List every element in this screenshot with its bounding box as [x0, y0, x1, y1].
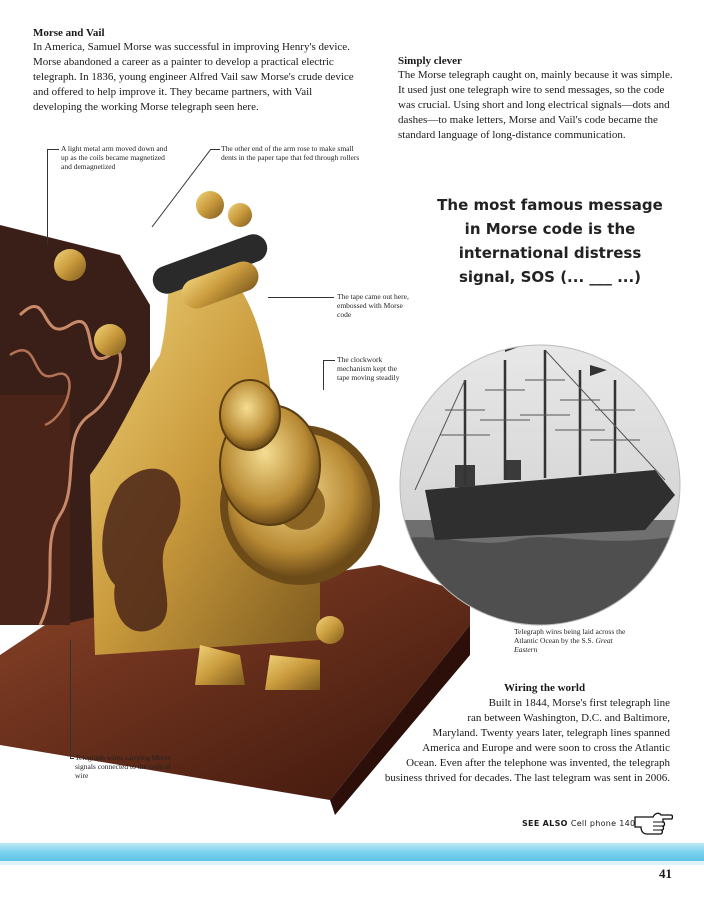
caption-great-eastern-text: Telegraph wires being laid across the Atlantic Ocean by the S.S. [514, 627, 626, 645]
wiring-line-1: Built in 1844, Morse's first telegraph line [488, 697, 670, 709]
wiring-line-6: business thrived for decades. The last telegram was sent in 2006. [384, 772, 670, 784]
ship-name: Great Eastern [514, 636, 613, 654]
simply-clever-heading: Simply clever [398, 55, 462, 67]
see-also-ref: Cell phone 140 [570, 819, 636, 828]
great-eastern-engraving [395, 340, 685, 630]
morse-vail-body: In America, Samuel Morse was successful in improving Henry's device. Morse abandoned a career as a painter to develop a practical electric telegraph. In 1836, young engineer Alfred Vail saw Morse's crude device and offered to help improve it. They became partners, with Vail developing the working Morse telegraph seen here. [33, 41, 354, 113]
wiring-body [360, 696, 670, 786]
see-also-link[interactable] [522, 819, 635, 828]
see-also-label: SEE ALSO [522, 819, 568, 828]
pull-quote-line-2: in Morse code is the [464, 220, 636, 238]
caption-arm-rose: The other end of the arm rose to make small dents in the paper tape that fed through rollers [221, 144, 360, 162]
footer-band-light [0, 861, 704, 865]
wiring-line-4: America and Europe and were soon to cross the Atlantic [422, 742, 670, 754]
caption-wires: Telegraph wires carrying Morse signals connected to the coils of wire [75, 753, 172, 780]
pull-quote-line-4: signal, SOS (... ___ ...) [458, 268, 642, 286]
wiring-line-3: Maryland. Twenty years later, telegraph lines spanned [432, 727, 670, 739]
page-number: 41 [659, 866, 672, 881]
pointing-hand-icon [633, 809, 673, 835]
wiring-heading: Wiring the world [504, 682, 586, 694]
caption-tape: The tape came out here, embossed with Morse code [337, 292, 409, 319]
wiring-line-2: ran between Washington, D.C. and Baltimore, [467, 712, 670, 724]
morse-vail-heading: Morse and Vail [33, 27, 105, 39]
caption-great-eastern [514, 627, 634, 654]
footer-band [0, 843, 704, 861]
simply-clever-body: The Morse telegraph caught on, mainly because it was simple. It used just one telegraph wire to send messages, so the code was crucial. Using short and long electrical signals—dots and dashes—to make letters, Morse and Vail's code became the standard language of long-distance communication. [398, 69, 673, 141]
caption-clockwork: The clockwork mechanism kept the tape moving steadily [337, 355, 400, 382]
brass-knob [54, 249, 86, 281]
wiring-line-5: Ocean. Even after the telephone was invented, the telegraph [406, 757, 670, 769]
pull-quote-line-3: international distress [458, 244, 642, 262]
pull-quote-line-1: The most famous message [437, 196, 663, 214]
caption-metal-arm: A light metal arm moved down and up as the coils became magnetized and demagnetized [61, 144, 168, 171]
